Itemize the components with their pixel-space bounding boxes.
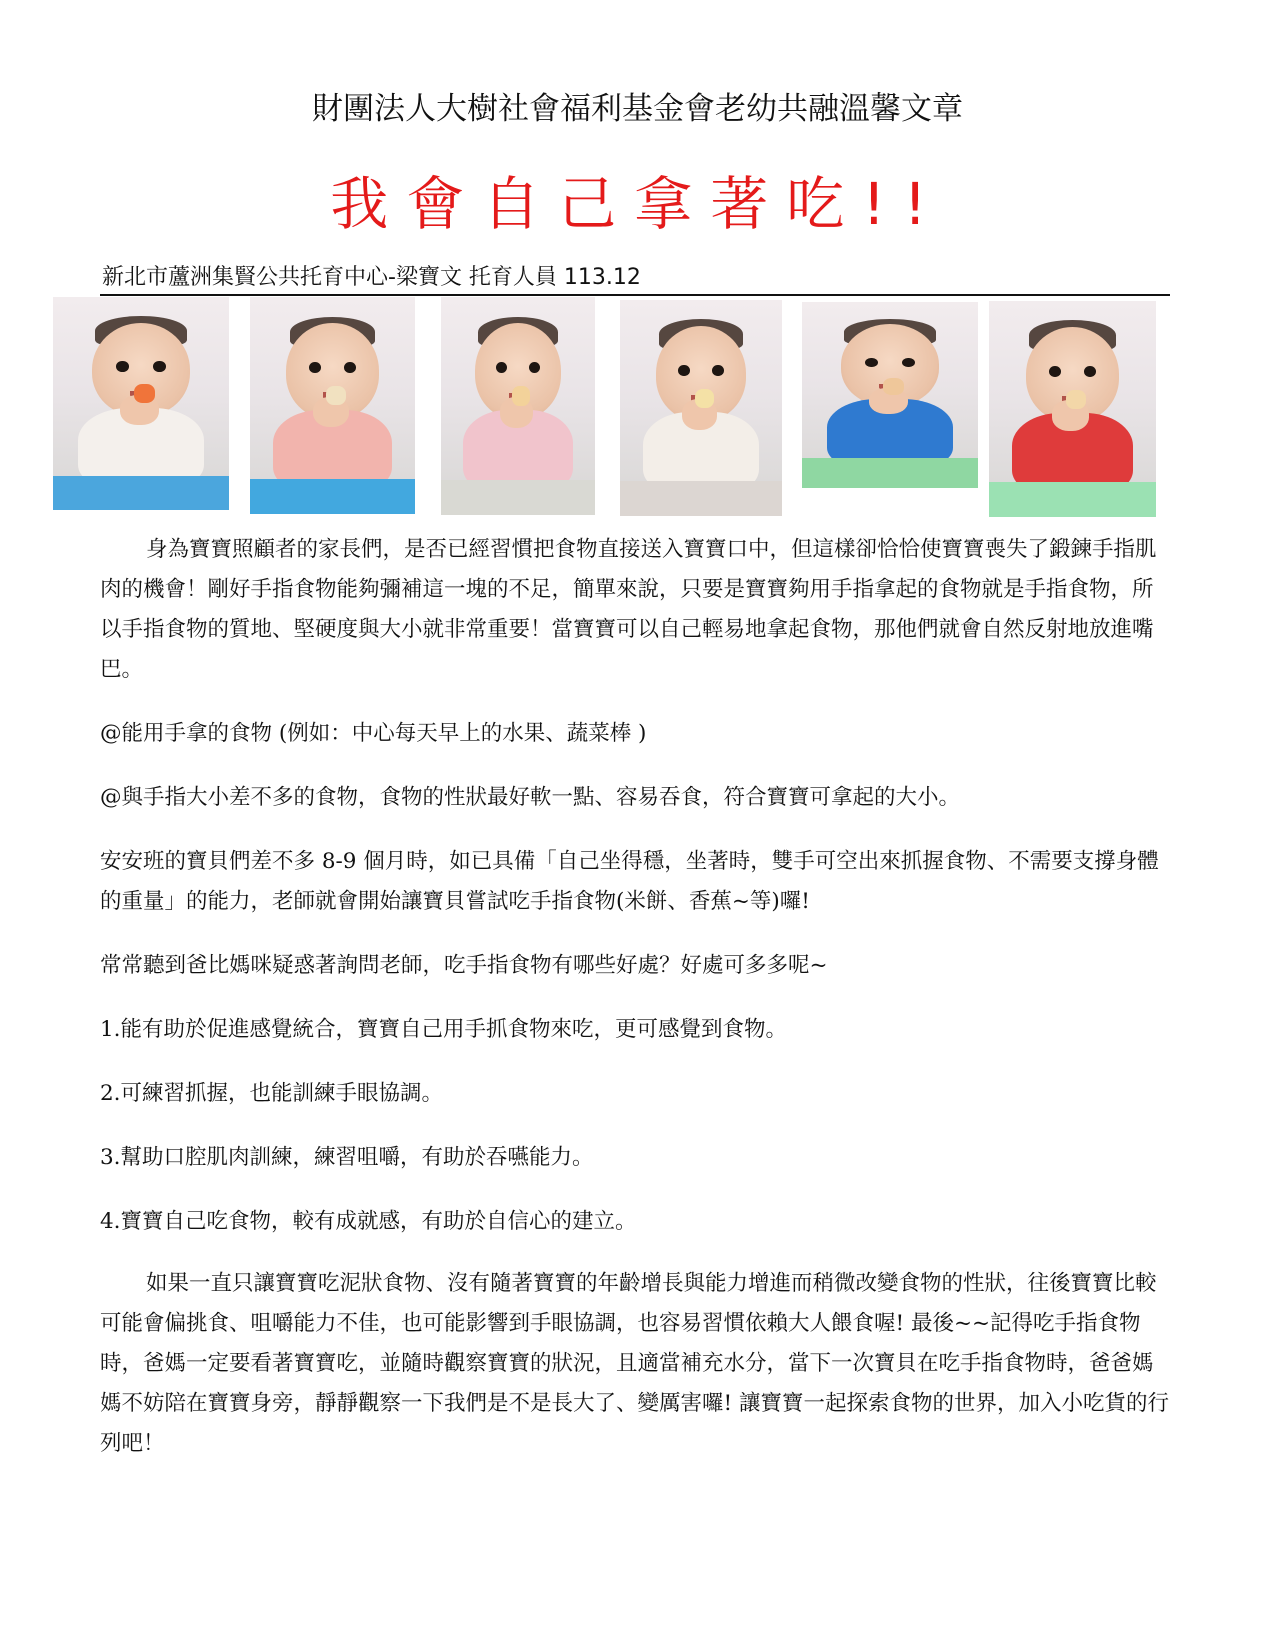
eye-shape: [1084, 366, 1096, 377]
conclusion-paragraph: 如果一直只讓寶寶吃泥狀食物、沒有隨著寶寶的年齡增長與能力增進而稍微改變食物的性狀，往後寶寶比較可能會偏挑食、咀嚼能力不佳，也可能影響到手眼協調，也容易習慣依賴大人餵食喔! 最後~~記得吃手指食物時，爸媽一定要看著寶寶吃，並隨時觀察寶寶的狀況，且適當補充水分，當下一次寶貝在吃手指食物時，爸爸媽媽不妨陪在寶寶身旁，靜靜觀察一下我們是不是長大了、變厲害囉! 讓寶寶一起探索食物的世界，加入小吃貨的行列吧！: [100, 1271, 1169, 1456]
eye-shape: [529, 362, 540, 373]
eye-shape: [309, 362, 321, 373]
main-title: 我會自己拿著吃!!: [330, 170, 945, 238]
eye-shape: [865, 358, 877, 367]
baby-photo-1: [53, 297, 229, 510]
tray-shape: [250, 479, 415, 514]
eye-shape: [116, 361, 128, 372]
baby-photo-3: [441, 297, 595, 515]
benefit-item-4: 4.寶寶自己吃食物，較有成就感，有助於自信心的建立。: [100, 1209, 637, 1234]
benefit-item-1: 1.能有助於促進感覺統合，寶寶自己用手抓食物來吃，更可感覺到食物。: [100, 1017, 788, 1042]
tray-shape: [989, 482, 1156, 517]
intro-paragraph: 身為寶寶照顧者的家長們，是否已經習慣把食物直接送入寶寶口中，但這樣卻恰恰使寶寶喪失了鍛鍊手指肌肉的機會！剛好手指食物能夠彌補這一塊的不足，簡單來說，只要是寶寶夠用手指拿起的食物就是手指食物，所以手指食物的質地、堅硬度與大小就非常重要！當寶寶可以自己輕易地拿起食物，那他們就會自然反射地放進嘴巴。: [100, 537, 1157, 682]
tray-shape: [620, 481, 782, 516]
eye-shape: [678, 365, 689, 376]
finger-food-shape: [1066, 390, 1086, 409]
baby-photo-6: [989, 301, 1156, 517]
finger-food-shape: [512, 386, 530, 406]
baby-photo-2: [250, 297, 415, 514]
tray-shape: [441, 480, 595, 515]
eye-shape: [153, 361, 165, 372]
eye-shape: [902, 358, 914, 367]
finger-food-shape: [134, 384, 155, 403]
baby-photo-5: [802, 302, 978, 488]
finger-food-shape: [326, 386, 346, 406]
baby-photo-4: [620, 300, 782, 516]
point-b: @與手指大小差不多的食物，食物的性狀最好軟一點、容易吞食，符合寶寶可拿起的大小。: [100, 785, 961, 810]
finger-food-shape: [695, 389, 714, 408]
question-paragraph: 常常聽到爸比媽咪疑惑著詢問老師，吃手指食物有哪些好處？好處可多多呢~: [100, 953, 828, 978]
author-byline: 新北市蘆洲集賢公共托育中心-梁寶文 托育人員 113.12: [100, 262, 1170, 296]
tray-shape: [53, 476, 229, 510]
benefit-item-3: 3.幫助口腔肌肉訓練，練習咀嚼，有助於吞嚥能力。: [100, 1145, 594, 1170]
eye-shape: [344, 362, 356, 373]
benefit-item-2: 2.可練習抓握，也能訓練手眼協調。: [100, 1081, 444, 1106]
tray-shape: [802, 458, 978, 488]
eye-shape: [1049, 366, 1061, 377]
eye-shape: [712, 365, 723, 376]
finger-food-shape: [883, 378, 904, 395]
organization-title: 財團法人大樹社會福利基金會老幼共融溫馨文章: [312, 91, 963, 127]
class-note-paragraph: 安安班的寶貝們差不多 8-9 個月時，如已具備「自己坐得穩，坐著時，雙手可空出來抓握食物、不需要支撐身體的重量」的能力，老師就會開始讓寶貝嘗試吃手指食物(米餅、香蕉~等)囉!: [100, 849, 1159, 914]
point-a: @能用手拿的食物 (例如：中心每天早上的水果、蔬菜棒 ): [100, 721, 647, 746]
